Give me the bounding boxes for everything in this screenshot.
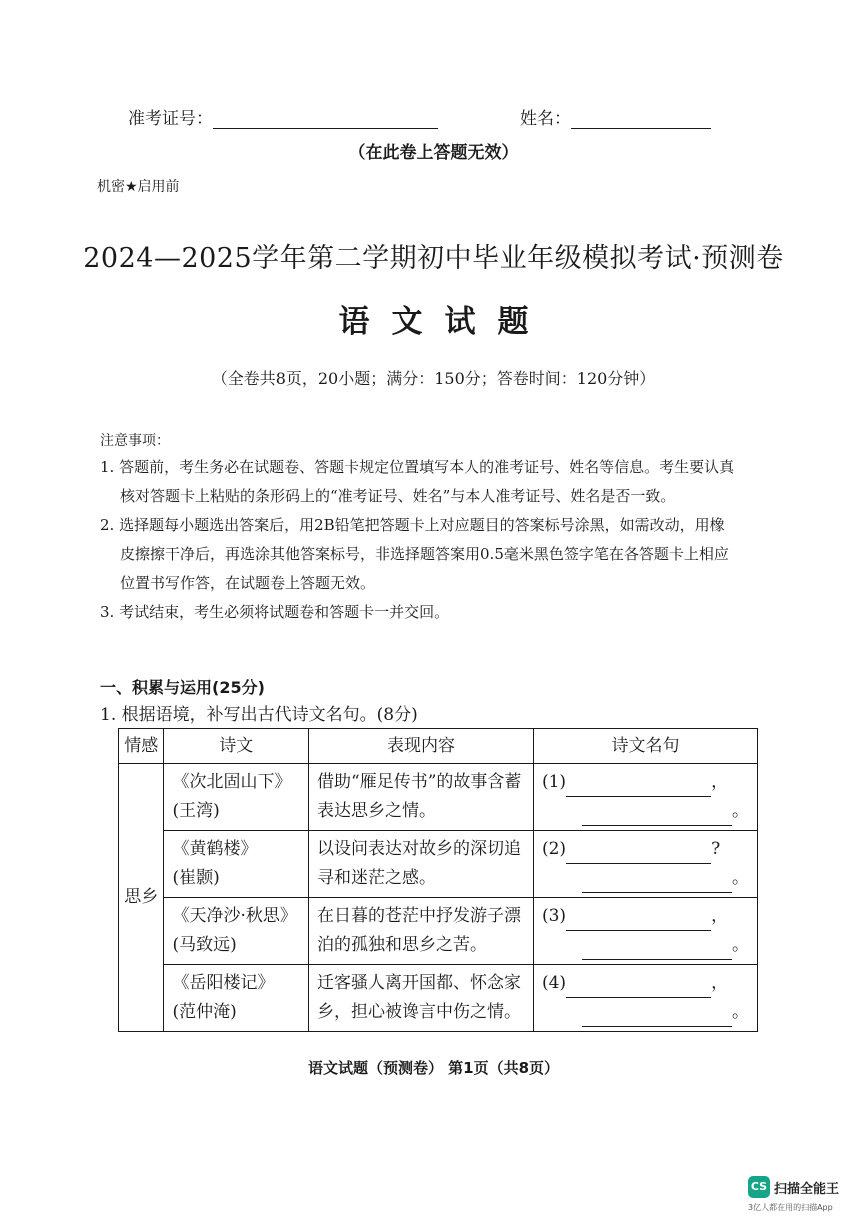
camscanner-logo-icon: CS (748, 1176, 770, 1198)
answer-blank[interactable] (566, 845, 711, 864)
blank-number: (4) (541, 973, 567, 993)
confidential-mark: 机密★启用前 (97, 179, 180, 195)
table-row (119, 831, 758, 898)
verse-cell (533, 965, 757, 1032)
punctuation: ? (711, 839, 721, 859)
page-footer: 语文试题（预测卷） 第1页（共8页） (307, 1059, 560, 1077)
blank-number: (3) (541, 906, 567, 926)
note-line: 核对答题卡上粘贴的条形码上的“准考证号、姓名”与本人准考证号、姓名是否一致。 (120, 487, 676, 505)
header-emotion: 情感 (119, 729, 164, 764)
content-cell: 在日暮的苍茫中抒发游子漂泊的孤独和思乡之苦。 (309, 898, 534, 965)
poem-author: (崔颢) (172, 868, 220, 888)
poem-author: (王湾) (172, 801, 220, 821)
answer-blank[interactable] (566, 778, 711, 797)
student-name-label: 姓名： (520, 109, 571, 129)
punctuation: ， (711, 772, 729, 792)
table-row (119, 965, 758, 1032)
verse-cell (533, 764, 757, 831)
punctuation: 。 (731, 1002, 749, 1022)
watermark-app-name: 扫描全能王 (774, 1182, 840, 1197)
emotion-cell: 思乡 (119, 764, 164, 1032)
punctuation: ， (711, 906, 729, 926)
exam-number-field (128, 104, 438, 129)
student-name-field (520, 104, 711, 129)
poem-cell (164, 898, 309, 965)
question-1: 1. 根据语境，补写出古代诗文名句。(8分) (100, 705, 418, 725)
poem-title: 《次北固山下》 (172, 772, 292, 792)
scanner-watermark (748, 1176, 863, 1216)
answer-blank[interactable] (582, 807, 732, 826)
header-poem: 诗文 (164, 729, 309, 764)
content-cell: 借助“雁足传书”的故事含蓄表达思乡之情。 (309, 764, 534, 831)
header-content: 表现内容 (309, 729, 534, 764)
watermark-tagline: 3亿人都在用的扫描App (748, 1203, 833, 1212)
note-line: 位置书写作答，在试题卷上答题无效。 (120, 574, 376, 592)
punctuation: 。 (731, 868, 749, 888)
header-verse: 诗文名句 (533, 729, 757, 764)
poem-cell (164, 831, 309, 898)
poem-cell (164, 965, 309, 1032)
poem-title: 《黄鹤楼》 (172, 839, 258, 859)
blank-number: (2) (541, 839, 567, 859)
note-line: 2. 选择题每小题选出答案后，用2B铅笔把答题卡上对应题目的答案标号涂黑，如需改动，用橡 (100, 516, 725, 534)
exam-number-blank[interactable] (213, 110, 438, 129)
answer-blank[interactable] (566, 979, 711, 998)
note-line: 皮擦擦干净后，再选涂其他答案标号，非选择题答案用0.5毫米黑色签字笔在各答题卡上相应 (120, 545, 729, 563)
student-name-blank[interactable] (571, 110, 711, 129)
note-line: 3. 考试结束，考生必须将试题卷和答题卡一并交回。 (100, 603, 450, 621)
content-cell: 以设问表达对故乡的深切追寻和迷茫之感。 (309, 831, 534, 898)
exam-info: （全卷共8页，20小题；满分：150分；答卷时间：120分钟） (211, 369, 656, 388)
punctuation: 。 (731, 935, 749, 955)
poem-table (118, 728, 758, 1032)
exam-number-label: 准考证号： (128, 109, 213, 129)
answer-blank[interactable] (582, 941, 732, 960)
note-line: 1. 答题前，考生务必在试题卷、答题卡规定位置填写本人的准考证号、姓名等信息。考生要认真 (100, 458, 735, 476)
verse-cell (533, 898, 757, 965)
poem-author: (马致远) (172, 935, 237, 955)
punctuation: ， (711, 973, 729, 993)
poem-cell (164, 764, 309, 831)
poem-title: 《岳阳楼记》 (172, 973, 275, 993)
verse-cell (533, 831, 757, 898)
table-header-row (119, 729, 758, 764)
notes-list (100, 453, 765, 627)
exam-title: 2024—2025学年第二学期初中毕业年级模拟考试·预测卷 (83, 243, 784, 274)
content-cell: 迁客骚人离开国都、怀念家乡，担心被谗言中伤之情。 (309, 965, 534, 1032)
table-row (119, 898, 758, 965)
section-heading: 一、积累与运用(25分) (100, 678, 265, 697)
invalid-note: （在此卷上答题无效） (348, 143, 519, 163)
poem-author: (范仲淹) (172, 1002, 237, 1022)
table-row (119, 764, 758, 831)
punctuation: 。 (731, 801, 749, 821)
subject-title: 语文试题 (338, 304, 551, 340)
poem-title: 《天净沙·秋思》 (172, 906, 297, 926)
blank-number: (1) (541, 772, 567, 792)
notes-heading: 注意事项： (100, 433, 170, 449)
answer-blank[interactable] (566, 912, 711, 931)
answer-blank[interactable] (582, 1008, 732, 1027)
answer-blank[interactable] (582, 874, 732, 893)
